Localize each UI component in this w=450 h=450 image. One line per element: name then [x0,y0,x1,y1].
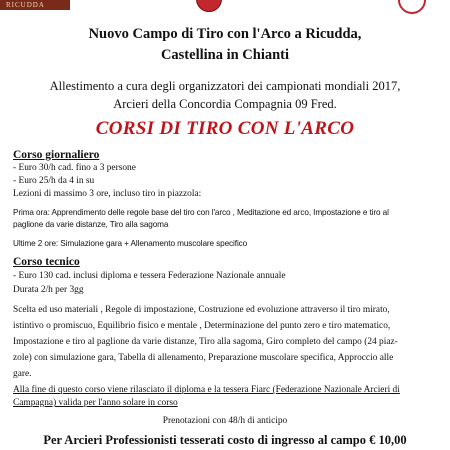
corso-tecnico-title: Corso tecnico [13,256,80,268]
price-line: - Euro 25/h da 4 in su [13,176,95,186]
price-line: - Euro 30/h cad. fino a 3 persone [13,163,136,173]
diploma-note-line-1: Alla fine di questo corso viene rilasciato il diploma e la tessera Fiarc (Federazione Nazionale Arcieri di [13,385,400,395]
program-line: zole) con simulazione gara, Tabella di allenamento, Preparazione muscolare specifica, Approccio alle [13,353,394,363]
professional-entry-fee: Per Arcieri Professionisti tesserati costo di ingresso al campo € 10,00 [43,433,407,447]
flyer-title-line-2: Castellina in Chianti [160,47,290,63]
federation-seal-icon [398,0,426,14]
ultime-ore-line: Ultime 2 ore: Simulazione gara + Allenamento muscolare specifico [13,239,248,248]
club-seal-icon [196,0,222,12]
main-heading: CORSI DI TIRO CON L'ARCO [95,118,355,139]
prima-ora-line-1: Prima ora: Apprendimento delle regole base del tiro con l'arco , Meditazione ed arco, Impostazione e tiro al [13,208,389,217]
lessons-line: Lezioni di massimo 3 ore, incluso tiro in piazzola: [13,189,202,199]
diploma-note-line-2: Campagna) valida per l'anno solare in corso [13,398,178,408]
prenotazioni-note: Prenotazioni con 48/h di anticipo [162,416,288,426]
program-line: Impostazione e tiro al paglione da varie distanze, Tiro alla sagoma, Giro completo del campo (24 piaz- [13,337,398,347]
program-line: istintivo o promiscuo, Equilibrio fisico e mentale , Determinazione del punto zero e tiro matematico, [13,321,391,331]
flyer-title-line-1: Nuovo Campo di Tiro con l'Arco a Ricudda, [88,26,362,42]
corso-giornaliero-title: Corso giornaliero [13,149,100,161]
organizer-line-2: Arcieri della Concordia Compagnia 09 Fred. [113,97,337,111]
logo-text: RICUDDA [6,1,45,9]
duration-line: Durata 2/h per 3gg [13,285,84,295]
top-logo-strip [0,0,450,14]
price-line: - Euro 130 cad. inclusi diploma e tessera Federazione Nazionale annuale [13,271,286,281]
organizer-line-1: Allestimento a cura degli organizzatori dei campionati mondiali 2017, [49,79,401,93]
ricudda-logo [0,0,70,10]
program-line: Scelta ed uso materiali , Regole di impostazione, Costruzione ed evoluzione attraverso il tiro mirato, [13,305,390,315]
prima-ora-line-2: paglione da varie distanze, Tiro alla sagoma [13,220,169,229]
program-line: gare. [13,369,32,379]
